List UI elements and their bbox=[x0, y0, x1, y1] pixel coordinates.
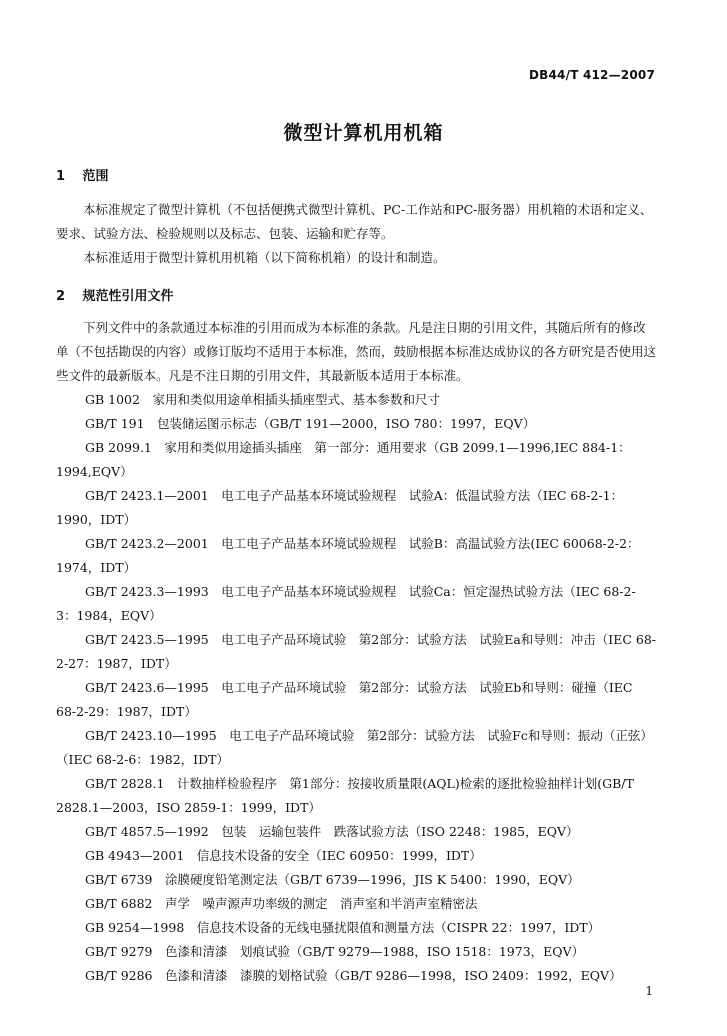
scope-paragraph: 本标准规定了微型计算机（不包括便携式微型计算机、PC-工作站和PC-服务器）用机箱的术语和定义、要求、试验方法、检验规则以及标志、包装、运输和贮存等。 bbox=[56, 202, 653, 241]
reference-item: GB/T 6739 涂膜硬度铅笔测定法（GB/T 6739—1996，JIS K 5400：1990，EQV） bbox=[85, 872, 580, 887]
reference-item: GB/T 6882 声学 噪声源声功率级的测定 消声室和半消声室精密法 bbox=[85, 896, 478, 911]
section-title: 范围 bbox=[82, 169, 109, 184]
reference-item: GB/T 2423.10—1995 电工电子产品环境试验 第2部分：试验方法 试验Fc和导则：振动（正弦）（IEC 68-2-6：1982，IDT） bbox=[56, 728, 653, 767]
reference-item: GB/T 2423.1—2001 电工电子产品基本环境试验规程 试验A：低温试验方法（IEC 68-2-1：1990，IDT） bbox=[56, 488, 624, 527]
reference-item: GB/T 9286 色漆和清漆 漆膜的划格试验（GB/T 9286—1998，ISO 2409：1992，EQV） bbox=[85, 968, 622, 983]
normative-intro-paragraph: 下列文件中的条款通过本标准的引用而成为本标准的条款。凡是注日期的引用文件，其随后所有的修改单（不包括勘误的内容）或修订版均不适用于本标准，然而，鼓励根据本标准达成协议的各方研究是否使用这些文件的最新版本。凡是不注日期的引用文件，其最新版本适用于本标准。 bbox=[56, 320, 657, 383]
reference-item: GB/T 2423.3—1993 电工电子产品基本环境试验规程 试验Ca：恒定湿热试验方法（IEC 68-2-3：1984，EQV） bbox=[56, 584, 636, 623]
standard-code: DB44/T 412—2007 bbox=[529, 68, 655, 82]
reference-item: GB 2099.1 家用和类似用途插头插座 第一部分：通用要求（GB 2099.1—1996,IEC 884-1：1994,EQV） bbox=[56, 440, 631, 479]
reference-item: GB/T 191 包装储运图示标志（GB/T 191—2000，ISO 780：1997，EQV） bbox=[85, 416, 536, 431]
reference-item: GB/T 9279 色漆和清漆 划痕试验（GB/T 9279—1988，ISO 1518：1973，EQV） bbox=[85, 944, 585, 959]
reference-item: GB/T 2423.6—1995 电工电子产品环境试验 第2部分：试验方法 试验Eb和导则：碰撞（IEC 68-2-29：1987，IDT） bbox=[56, 680, 633, 719]
section-number: 1 bbox=[56, 169, 66, 184]
section-title: 规范性引用文件 bbox=[82, 289, 174, 304]
section-heading-scope bbox=[56, 165, 109, 184]
page-number: 1 bbox=[645, 984, 653, 998]
scope-paragraph: 本标准适用于微型计算机用机箱（以下简称机箱）的设计和制造。 bbox=[83, 250, 446, 265]
document-title: 微型计算机用机箱 bbox=[283, 122, 444, 144]
section-heading-normative-references bbox=[56, 285, 174, 304]
reference-item: GB/T 2423.5—1995 电工电子产品环境试验 第2部分：试验方法 试验Ea和导则：冲击（IEC 68-2-27：1987，IDT） bbox=[56, 632, 657, 671]
section-number: 2 bbox=[56, 289, 66, 304]
reference-item: GB 1002 家用和类似用途单相插头插座型式、基本参数和尺寸 bbox=[85, 392, 440, 407]
reference-item: GB 4943—2001 信息技术设备的安全（IEC 60950：1999，IDT） bbox=[85, 848, 482, 863]
reference-item: GB/T 2828.1 计数抽样检验程序 第1部分：按接收质量限(AQL)检索的逐批检验抽样计划(GB/T 2828.1—2003，ISO 2859-1：1999，IDT） bbox=[56, 776, 634, 815]
reference-item: GB/T 4857.5—1992 包装 运输包装件 跌落试验方法（ISO 2248：1985，EQV） bbox=[85, 824, 579, 839]
reference-item: GB/T 2423.2—2001 电工电子产品基本环境试验规程 试验B：高温试验方法(IEC 60068-2-2：1974，IDT） bbox=[56, 536, 640, 575]
reference-item: GB 9254—1998 信息技术设备的无线电骚扰限值和测量方法（CISPR 22：1997，IDT） bbox=[85, 920, 601, 935]
